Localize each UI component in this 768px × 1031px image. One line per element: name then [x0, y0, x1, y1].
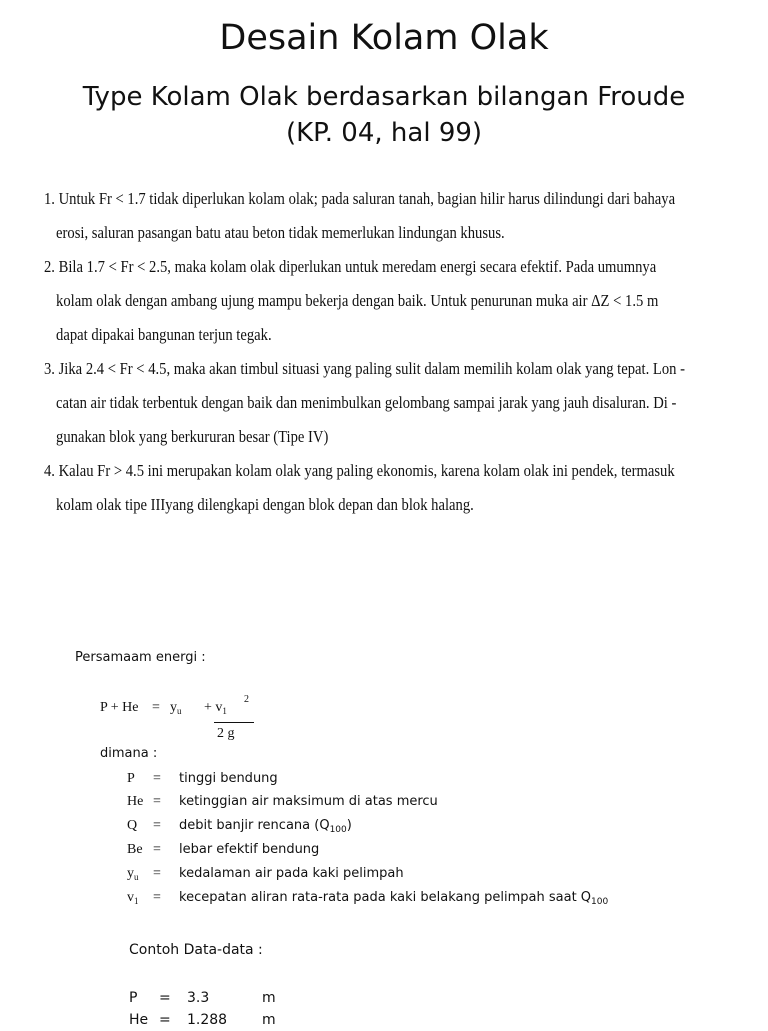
data-sym: P: [129, 990, 138, 1006]
list-line: kolam olak tipe IIIyang dilengkapi dengan blok depan dan blok halang.: [56, 495, 474, 514]
definition-equals: =: [153, 818, 161, 833]
fraction-bar: [214, 722, 254, 723]
list-line: dapat dipakai bangunan terjun tegak.: [56, 325, 272, 344]
list-line: kolam olak dengan ambang ujung mampu bekerja dengan baik. Untuk penurunan muka air ΔZ < 1.5 m: [56, 291, 659, 310]
definition-description: lebar efektif bendung: [179, 842, 320, 857]
data-eq: =: [159, 990, 171, 1006]
list-line: 1. Untuk Fr < 1.7 tidak diperlukan kolam olak; pada saluran tanah, bagian hilir harus dilindungi dari bahaya: [44, 189, 676, 208]
definition-description: tinggi bendung: [179, 771, 278, 786]
page-subtitle: [0, 79, 768, 151]
data-eq: =: [159, 1012, 171, 1028]
list-line: catan air tidak terbentuk dengan baik dan menimbulkan gelombang sampai jarak yang jauh disaluran. Di -: [56, 393, 677, 412]
equation-y: $y_u$: [170, 700, 182, 716]
definition-equals: =: [153, 794, 161, 809]
definition-equals: =: [153, 890, 161, 905]
equation-denominator: 2 g: [217, 726, 235, 741]
definition-equals: =: [153, 771, 161, 786]
where-label: dimana :: [100, 746, 158, 761]
definition-description: kecepatan aliran rata-rata pada kaki belakang pelimpah saat $Q_{100}$: [179, 890, 609, 907]
definition-description: debit banjir rencana $(Q_{100})$: [179, 818, 352, 835]
list-line: gunakan blok yang berkururan besar (Tipe IV): [56, 427, 329, 446]
definition-equals: =: [153, 842, 161, 857]
list-line: 3. Jika 2.4 < Fr < 4.5, maka akan timbul situasi yang paling sulit dalam memilih kolam olak yang tepat. Lon -: [44, 359, 685, 378]
example-heading: Contoh Data-data :: [129, 942, 263, 958]
definition-description: kedalaman air pada kaki pelimpah: [179, 866, 404, 881]
equation-equals: =: [152, 700, 160, 715]
data-val: 1.288: [187, 1012, 228, 1028]
page-title: Desain Kolam Olak: [219, 18, 549, 58]
froude-criteria-list: [44, 182, 744, 522]
definition-symbol: He: [127, 794, 144, 809]
equation-power: 2: [244, 694, 249, 705]
data-sym: He: [129, 1012, 149, 1028]
data-unit: m: [262, 1012, 276, 1028]
subtitle-line-2: (KP. 04, hal 99): [285, 118, 483, 148]
data-unit: m: [262, 990, 276, 1006]
definition-description: ketinggian air maksimum di atas mercu: [179, 794, 438, 809]
data-val: 3.3: [187, 990, 210, 1006]
list-line: erosi, saluran pasangan batu atau beton tidak memerlukan lindungan khusus.: [56, 223, 505, 242]
equation-v: + $v_1$: [204, 700, 227, 716]
definition-symbol: $y_u$: [127, 866, 139, 882]
definition-symbol: P: [127, 771, 135, 786]
definition-symbol: $v_1$: [127, 890, 139, 906]
definition-symbol: Be: [127, 842, 143, 857]
list-line: 2. Bila 1.7 < Fr < 2.5, maka kolam olak diperlukan untuk meredam energi secara efektif. Pada umumnya: [44, 257, 657, 276]
definition-symbol: Q: [127, 818, 138, 833]
equation-heading: Persamaam energi :: [75, 650, 206, 665]
subtitle-line-1: Type Kolam Olak berdasarkan bilangan Froude: [82, 82, 686, 112]
definition-equals: =: [153, 866, 161, 881]
equation-lhs: P + He: [100, 700, 139, 715]
list-line: 4. Kalau Fr > 4.5 ini merupakan kolam olak yang paling ekonomis, karena kolam olak ini pendek, termasuk: [44, 461, 675, 480]
